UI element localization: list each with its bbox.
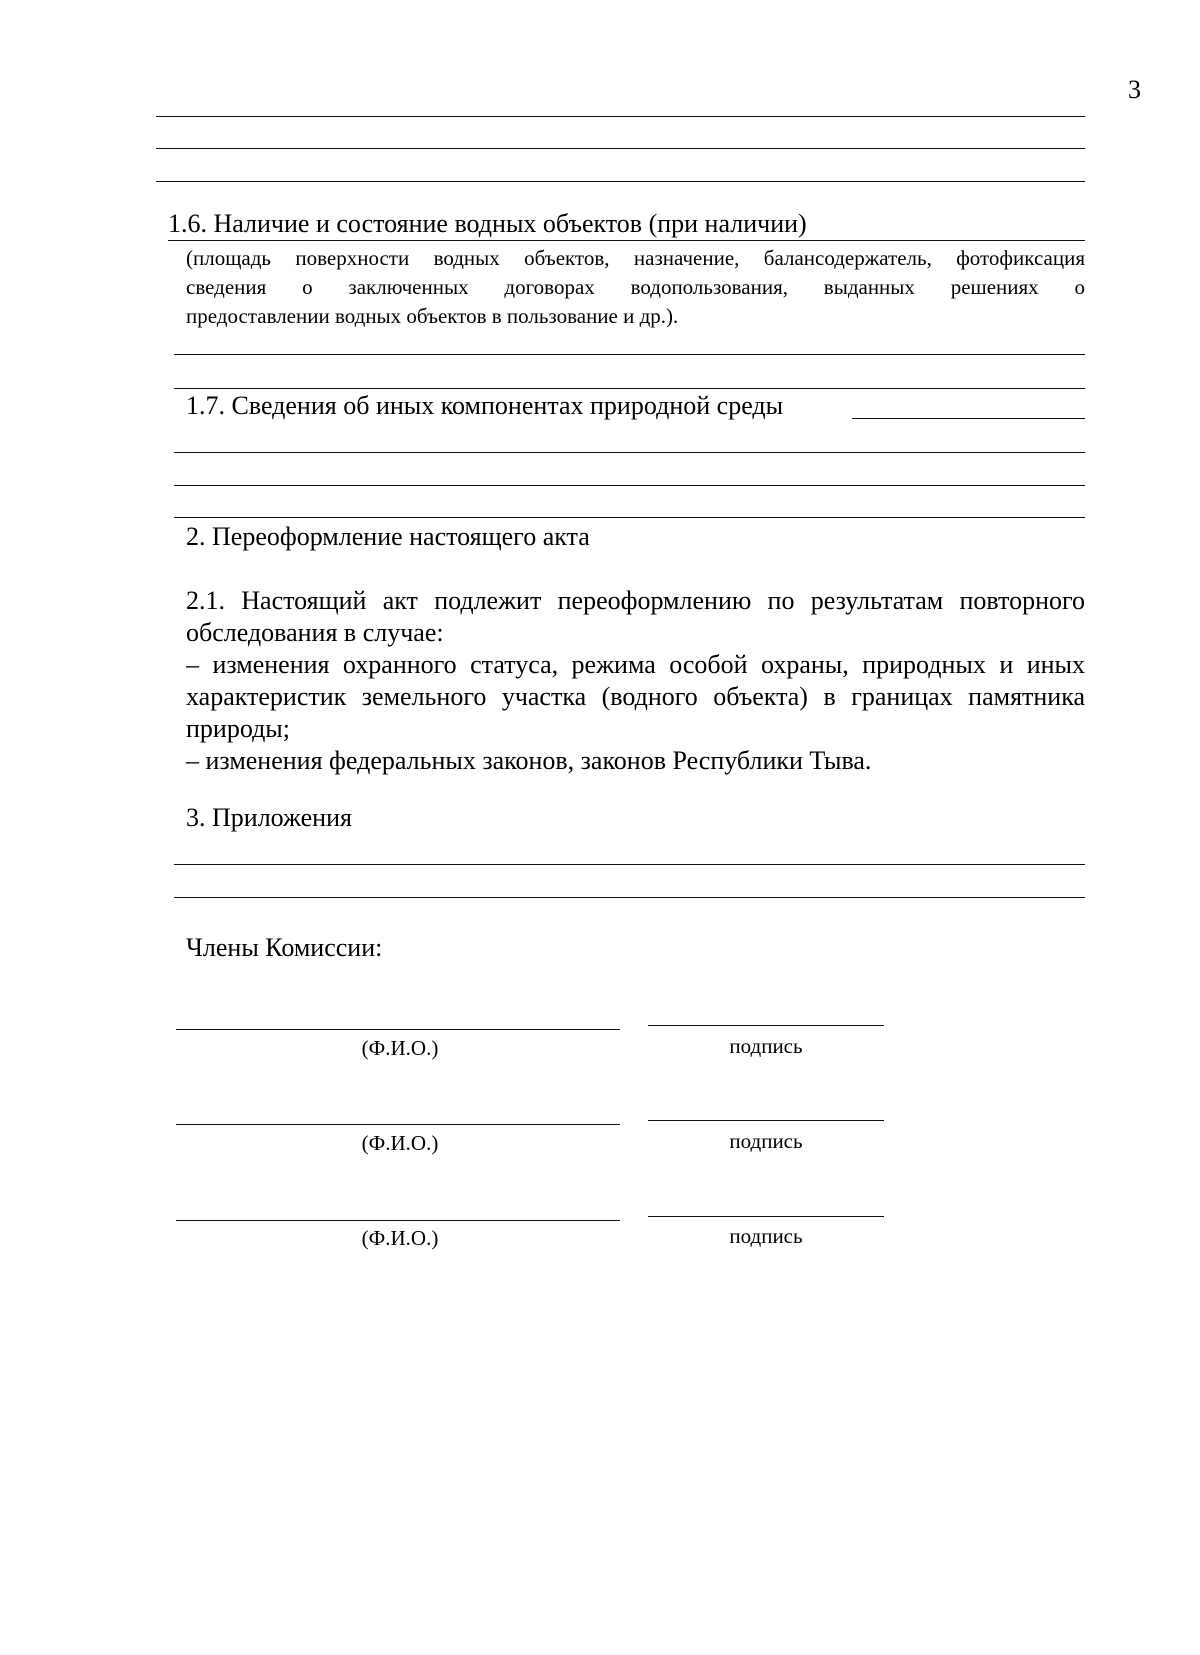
signature-label: подпись xyxy=(729,1224,803,1248)
blank-line xyxy=(174,452,1085,453)
section-1-6-note-line-3: предоставлении водных объектов в пользование и др.). xyxy=(186,304,679,328)
section-2-paragraph-line-3: – изменения охранного статуса, режима особой охраны, природных и иных xyxy=(186,650,1085,679)
fio-label: (Ф.И.О.) xyxy=(361,1036,439,1060)
fio-line xyxy=(176,1220,620,1221)
section-1-6-note-line-1: (площадь поверхности водных объектов, назначение, балансодержатель, фотофиксация xyxy=(186,246,1085,270)
section-2-paragraph-line-5: природы; xyxy=(186,714,290,743)
section-2-paragraph-line-2: обследования в случае: xyxy=(186,618,444,647)
blank-line xyxy=(174,897,1085,898)
blank-line xyxy=(174,517,1085,518)
section-2-paragraph-line-1: 2.1. Настоящий акт подлежит переоформлению по результатам повторного xyxy=(186,586,1085,615)
commission-heading: Члены Комиссии: xyxy=(186,933,383,962)
signature-label: подпись xyxy=(729,1129,803,1153)
section-2-paragraph-line-4: характеристик земельного участка (водного объекта) в границах памятника xyxy=(186,682,1085,711)
signature-label: подпись xyxy=(729,1034,803,1058)
section-2-paragraph-line-6: – изменения федеральных законов, законов Республики Тыва. xyxy=(186,746,872,775)
fio-label: (Ф.И.О.) xyxy=(361,1131,439,1155)
section-2-heading: 2. Переоформление настоящего акта xyxy=(186,522,590,551)
section-1-6-note-line-2: сведения о заключенных договорах водопользования, выданных решениях о xyxy=(186,275,1085,299)
blank-line xyxy=(174,354,1085,355)
heading-underline xyxy=(168,240,1085,241)
blank-line xyxy=(174,864,1085,865)
blank-line xyxy=(852,418,1085,419)
blank-line xyxy=(174,388,1085,389)
blank-line xyxy=(156,116,1085,117)
section-1-6-heading: 1.6. Наличие и состояние водных объектов (при наличии) xyxy=(168,209,807,238)
signature-line xyxy=(648,1120,884,1121)
blank-line xyxy=(174,485,1085,486)
blank-line xyxy=(156,148,1085,149)
fio-label: (Ф.И.О.) xyxy=(361,1226,439,1250)
section-3-heading: 3. Приложения xyxy=(186,803,352,832)
fio-line xyxy=(176,1029,620,1030)
page-number: 3 xyxy=(1128,75,1141,104)
section-1-7-heading: 1.7. Сведения об иных компонентах природной среды xyxy=(186,391,784,420)
blank-line xyxy=(156,181,1085,182)
fio-line xyxy=(176,1124,620,1125)
signature-line xyxy=(648,1025,884,1026)
signature-line xyxy=(648,1216,884,1217)
